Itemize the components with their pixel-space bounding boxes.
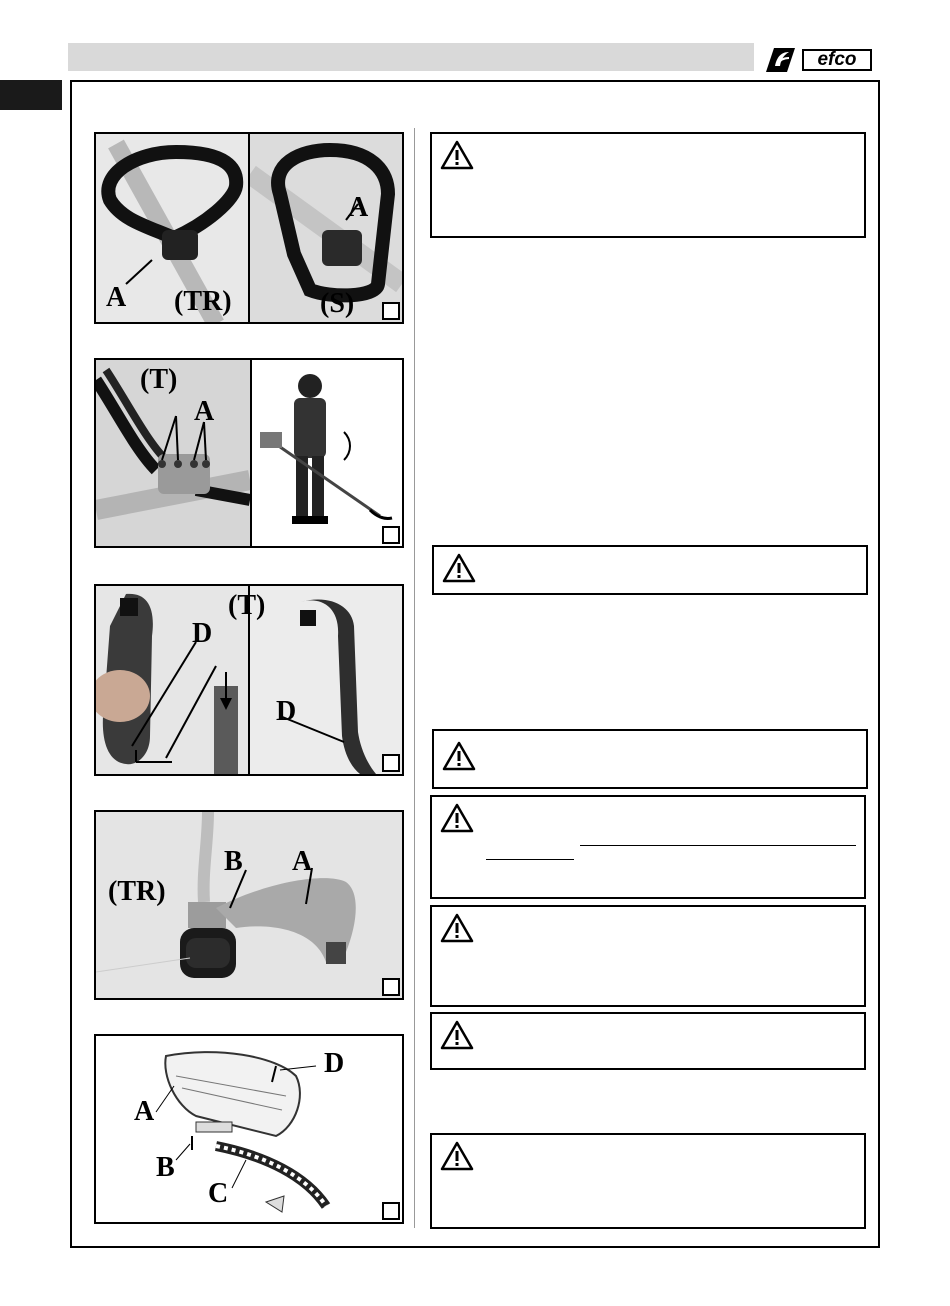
header-bar: [68, 43, 754, 71]
label-D: D: [276, 696, 297, 727]
figure-1-photo-right: [250, 134, 402, 322]
warning-box-6: [430, 1012, 866, 1070]
figure-5: [94, 1034, 404, 1224]
warning-box-2: [432, 545, 868, 595]
figure-3: [94, 584, 404, 776]
figure-number-box: [382, 302, 400, 320]
figure-number-box: [382, 1202, 400, 1220]
warning-triangle-icon: [440, 1020, 474, 1050]
label-TR: (TR): [174, 286, 232, 317]
warning-triangle-icon: [442, 741, 476, 771]
warning-triangle-icon: [440, 803, 474, 833]
figure-number-box: [382, 526, 400, 544]
figure-3-photo-right: [228, 586, 402, 774]
language-tab: [0, 80, 62, 110]
label-D: D: [192, 618, 213, 649]
label-B: B: [224, 846, 243, 877]
warning-box-5: [430, 905, 866, 1007]
figure-number-box: [382, 754, 400, 772]
underline-rule: [580, 845, 856, 846]
label-T: (T): [228, 590, 266, 621]
warning-box-3: [432, 729, 868, 789]
figure-2: [94, 358, 404, 548]
label-B: B: [156, 1152, 175, 1183]
label-D: D: [324, 1048, 345, 1079]
label-C: C: [208, 1178, 229, 1209]
warning-box-4: [430, 795, 866, 899]
warning-box-7: [430, 1133, 866, 1229]
label-A: A: [134, 1096, 155, 1127]
figure-4: [94, 810, 404, 1000]
warning-triangle-icon: [442, 553, 476, 583]
label-A: A: [348, 192, 369, 223]
label-A: A: [292, 846, 313, 877]
underline-rule: [486, 859, 574, 860]
label-S: (S): [320, 288, 355, 319]
figure-1-photo-left: [96, 134, 248, 322]
warning-triangle-icon: [440, 913, 474, 943]
warning-triangle-icon: [440, 140, 474, 170]
figure-2-operator-drawing: [252, 360, 402, 546]
brand-name: efco: [802, 49, 872, 71]
figure-2-photo-left: [96, 360, 250, 546]
figure-number-box: [382, 978, 400, 996]
logo-mark-icon: [762, 46, 796, 74]
brand-logo: [762, 46, 876, 74]
figure-3-photo-left: [96, 586, 248, 774]
label-T: (T): [140, 364, 178, 395]
column-divider: [414, 128, 415, 1228]
label-TR: (TR): [108, 876, 166, 907]
label-A: A: [106, 282, 127, 313]
figure-1: [94, 132, 404, 324]
label-A: A: [194, 396, 215, 427]
warning-triangle-icon: [440, 1141, 474, 1171]
figure-5-exploded-drawing: [96, 1036, 404, 1224]
warning-box-1: [430, 132, 866, 238]
